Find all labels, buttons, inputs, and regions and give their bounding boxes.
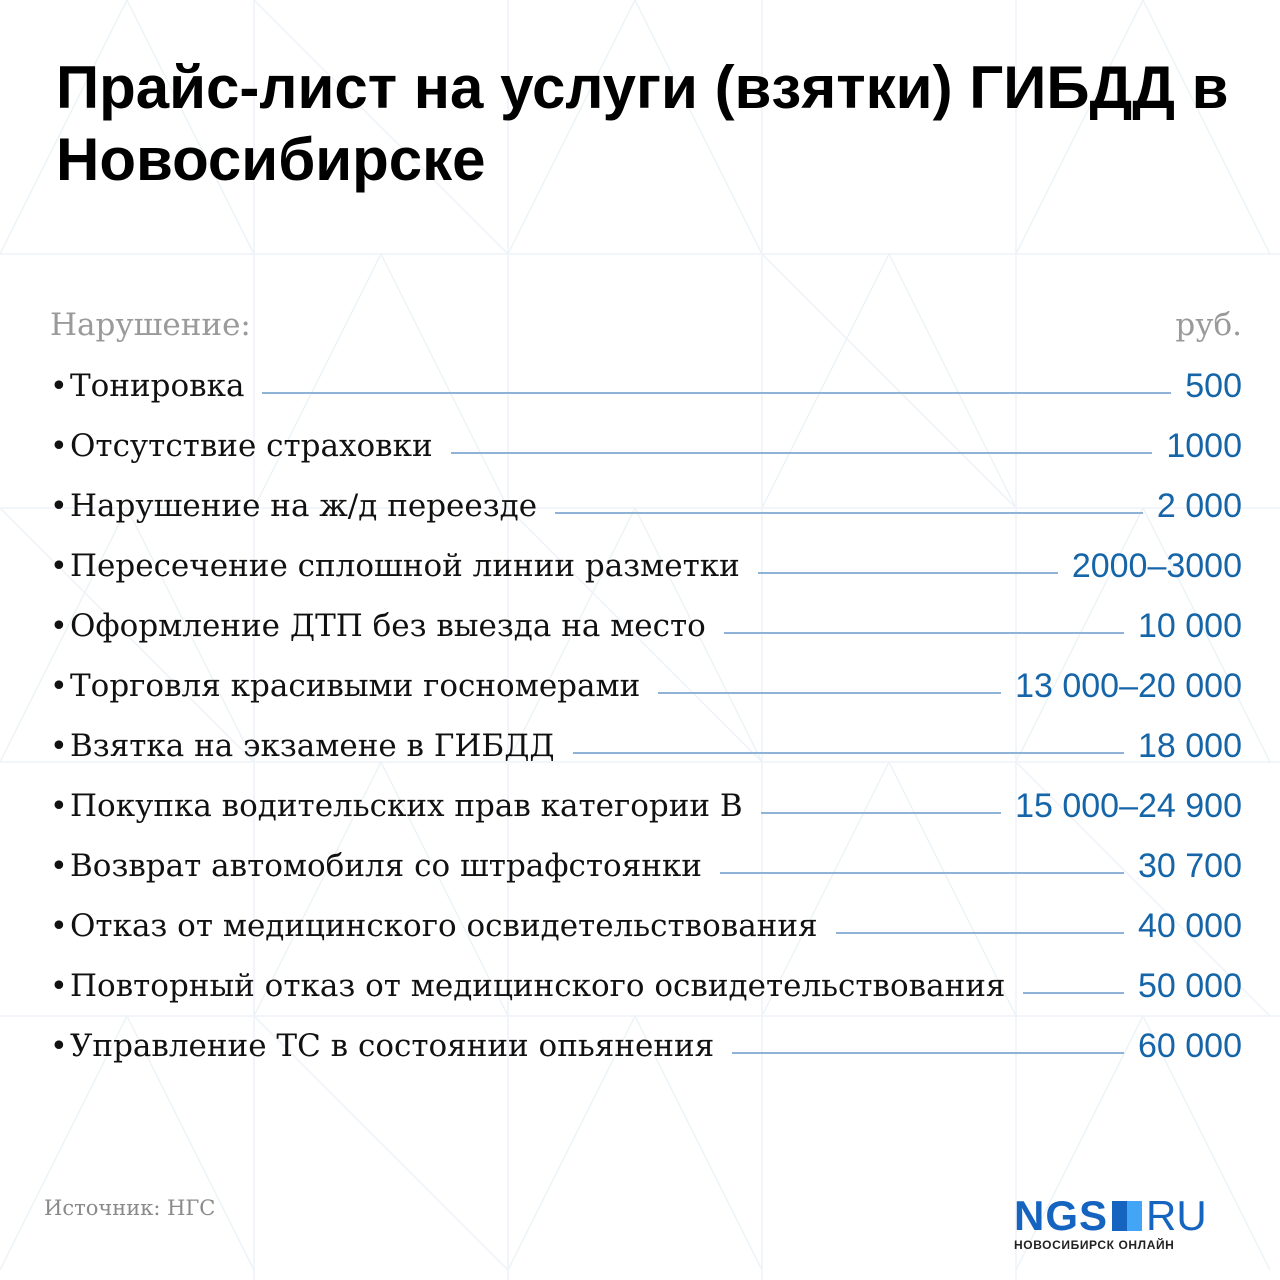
list-item	[50, 656, 1242, 716]
leader-line	[761, 812, 1001, 814]
leader-line	[262, 392, 1171, 394]
price-list	[50, 356, 1242, 1076]
list-item	[50, 416, 1242, 476]
violation-name: Нарушение на ж/д переезде	[70, 488, 538, 524]
leader-line	[732, 1052, 1124, 1054]
price-value: 2 000	[1156, 486, 1242, 525]
price-value: 50 000	[1138, 966, 1242, 1005]
list-item	[50, 476, 1242, 536]
violation-name: Возврат автомобиля со штрафстоянки	[70, 848, 702, 884]
list-item	[50, 956, 1242, 1016]
violation-name: Отсутствие страховки	[70, 428, 433, 464]
list-item	[50, 1016, 1242, 1076]
bullet: •	[50, 788, 68, 824]
leader-line	[555, 512, 1143, 514]
logo-ru-text: RU	[1146, 1192, 1207, 1239]
bullet: •	[50, 368, 68, 404]
price-column-header: руб.	[1175, 307, 1242, 343]
leader-line	[573, 752, 1124, 754]
bullet: •	[50, 668, 68, 704]
logo-subtitle: НОВОСИБИРСК ОНЛАЙН	[1014, 1238, 1175, 1252]
bullet: •	[50, 428, 68, 464]
list-item	[50, 536, 1242, 596]
list-item	[50, 596, 1242, 656]
price-value: 13 000–20 000	[1015, 666, 1242, 705]
bullet: •	[50, 968, 68, 1004]
list-item	[50, 896, 1242, 956]
bullet: •	[50, 608, 68, 644]
violation-name: Взятка на экзамене в ГИБДД	[70, 728, 555, 764]
price-value: 10 000	[1138, 606, 1242, 645]
page-title: Прайс-лист на услуги (взятки) ГИБДД в Новосибирске	[56, 54, 1229, 193]
violation-name: Отказ от медицинского освидетельствования	[70, 908, 818, 944]
list-header	[50, 302, 1242, 348]
leader-line	[720, 872, 1124, 874]
leader-line	[658, 692, 1001, 694]
violation-name: Торговля красивыми госномерами	[70, 668, 641, 704]
leader-line	[758, 572, 1058, 574]
ngs-logo	[1014, 1192, 1246, 1252]
price-value: 15 000–24 900	[1015, 786, 1242, 825]
list-item	[50, 836, 1242, 896]
leader-line	[1023, 992, 1124, 994]
logo-wordmark	[1014, 1192, 1246, 1239]
violation-name: Пересечение сплошной линии разметки	[70, 548, 740, 584]
violation-name: Оформление ДТП без выезда на место	[70, 608, 706, 644]
leader-line	[836, 932, 1124, 934]
bullet: •	[50, 548, 68, 584]
violation-name: Управление ТС в состоянии опьянения	[70, 1028, 715, 1064]
price-value: 2000–3000	[1071, 546, 1242, 585]
violation-name: Повторный отказ от медицинского освидетельствования	[70, 968, 1006, 1004]
list-item	[50, 716, 1242, 776]
price-value: 18 000	[1138, 726, 1242, 765]
violation-name: Тонировка	[70, 368, 245, 404]
violation-column-header: Нарушение:	[50, 307, 251, 343]
price-value: 40 000	[1138, 906, 1242, 945]
bullet: •	[50, 728, 68, 764]
price-value: 30 700	[1138, 846, 1242, 885]
leader-line	[724, 632, 1124, 634]
list-item	[50, 356, 1242, 416]
logo-square-icon	[1112, 1201, 1142, 1231]
price-value: 60 000	[1138, 1026, 1242, 1065]
leader-line	[451, 452, 1153, 454]
logo-ngs-text: NGS	[1014, 1192, 1109, 1239]
price-value: 1000	[1166, 426, 1242, 465]
bullet: •	[50, 848, 68, 884]
bullet: •	[50, 488, 68, 524]
bullet: •	[50, 908, 68, 944]
violation-name: Покупка водительских прав категории В	[70, 788, 743, 824]
source-caption: Источник: НГС	[44, 1196, 216, 1220]
list-item	[50, 776, 1242, 836]
price-value: 500	[1185, 366, 1242, 405]
bullet: •	[50, 1028, 68, 1064]
